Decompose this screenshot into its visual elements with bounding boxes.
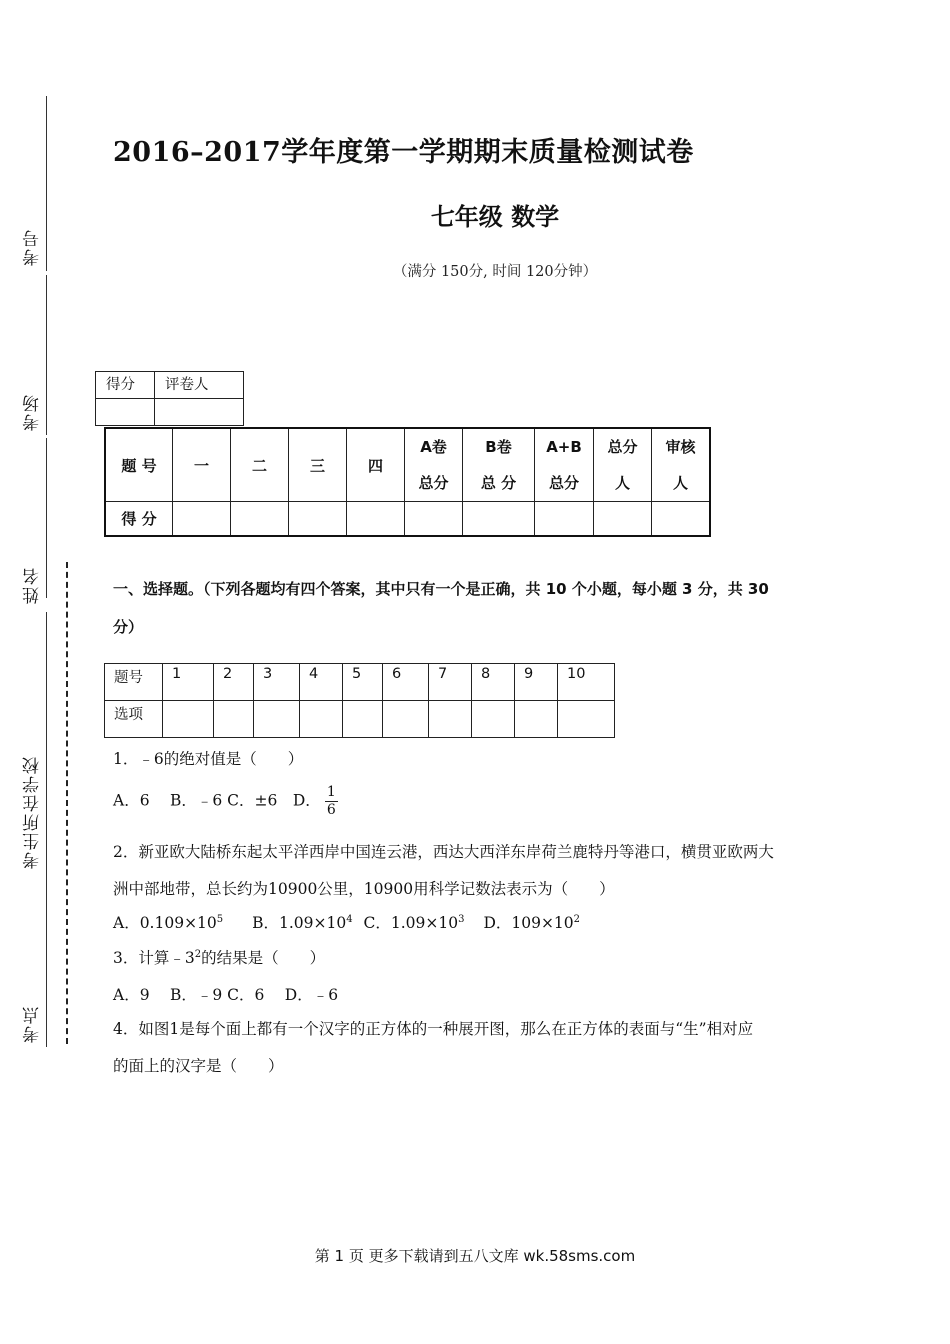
grader-score-cell [96,399,155,426]
answer-cell [429,701,472,738]
answer-cell [214,701,254,738]
score-cell [405,502,463,537]
score-cell [173,502,231,537]
answer-table [104,663,615,738]
q3-stem [113,946,325,968]
score-cell [289,502,347,537]
answer-row-label: 选项 [105,701,163,738]
margin-label-exam-number: 考号 [23,228,43,266]
score-header-a-total [405,428,463,502]
a-total-line2: 总分 [418,474,449,492]
q1-fraction [325,784,338,819]
answer-cell [343,701,383,738]
answer-cell [254,701,300,738]
score-cell [535,502,594,537]
reviewer-line2: 人 [672,474,688,492]
q2-options [113,911,580,933]
score-row-label: 得 分 [105,502,173,537]
score-header-4: 四 [347,428,405,502]
section1-line2: 分） [113,618,144,636]
score-header-ab-total [535,428,594,502]
fraction-numerator: 1 [326,784,336,800]
q3-options: A．9 B．﹣9 C．6 D．﹣6 [113,986,339,1004]
answer-number: 2 [214,664,254,701]
answer-number: 6 [383,664,429,701]
score-cell [594,502,652,537]
answer-number: 5 [343,664,383,701]
answer-number: 4 [300,664,343,701]
answer-number: 7 [429,664,472,701]
b-total-line1: B卷 [485,438,512,456]
exam-title: 2016–2017学年度第一学期期末质量检测试卷 [113,137,694,168]
q2-opt-b-exp: 4 [346,914,353,925]
answer-cell [515,701,558,738]
ab-total-line1: A+B [546,438,582,456]
margin-label-exam-room: 考场 [23,393,43,432]
answer-cell [383,701,429,738]
exam-note: （满分 150分, 时间 120分钟） [392,264,598,280]
score-header-b-total [463,428,535,502]
grader-name-label: 评卷人 [155,372,244,399]
score-cell [347,502,405,537]
answer-cell [300,701,343,738]
q2-opt-a-exp: 5 [216,914,224,925]
q3-stem-post: 的结果是（ ） [201,949,326,967]
q3-stem-pre: 3．计算﹣3 [113,949,195,967]
q1-options-text: A．6 B．﹣6 C．±6 D． [113,791,321,810]
q2-line2: 洲中部地带，总长约为10900公里，10900用科学记数法表示为（ ） [113,880,615,898]
answer-cell [472,701,515,738]
score-cell [231,502,289,537]
score-header-3: 三 [289,428,347,502]
section1-heading [113,570,853,646]
answer-number: 8 [472,664,515,701]
grader-name-cell [155,399,244,426]
score-header-total-person [594,428,652,502]
score-header-1: 一 [173,428,231,502]
grader-table [95,371,244,426]
answer-cell [163,701,214,738]
q2-opt-c-exp: 3 [458,914,465,925]
q3-stem-exp: 2 [194,949,202,960]
q1-stem: 1．﹣6的绝对值是（ ） [113,750,304,768]
answer-number: 9 [515,664,558,701]
q2-opt-b: B．1.09×10 [252,914,347,932]
section1-line1: 一、选择题。（下列各题均有四个答案，其中只有一个是正确，共 10 个小题，每小题 3 分，共 30 [113,580,769,598]
answer-number: 3 [254,664,300,701]
q4-line2: 的面上的汉字是（ ） [113,1057,284,1075]
score-header-reviewer [652,428,711,502]
reviewer-line1: 审核 [665,438,696,456]
q4-line1: 4．如图1是每个面上都有一个汉字的正方体的一种展开图，那么在正方体的表面与“生”相对应 [113,1020,754,1038]
q2-opt-d: D．109×10 [483,914,574,932]
score-header-qnum: 题 号 [105,428,173,502]
total-person-line1: 总分 [607,438,638,456]
margin-label-exam-site: 考点 [23,1005,43,1043]
q2-opt-c: C．1.09×10 [363,914,459,932]
answer-cell [558,701,615,738]
answer-number: 1 [163,664,214,701]
q2-opt-a: A．0.109×10 [113,914,217,932]
total-person-line2: 人 [614,474,630,492]
exam-subtitle: 七年级 数学 [430,202,560,231]
score-header-2: 二 [231,428,289,502]
grader-score-label: 得分 [96,372,155,399]
q2-opt-d-exp: 2 [573,914,581,925]
answer-number: 10 [558,664,615,701]
b-total-line2: 总 分 [480,474,517,492]
score-cell [463,502,535,537]
a-total-line1: A卷 [420,438,447,456]
page-footer: 第 1 页 更多下载请到五八文库 wk.58sms.com [314,1247,636,1265]
ab-total-line2: 总分 [548,474,579,492]
score-cell [652,502,711,537]
answer-row-label: 题号 [105,664,163,701]
score-table [104,427,711,537]
q1-options [113,784,338,819]
margin-label-name: 姓名 [23,566,43,604]
margin-label-school: 考生所在学校 [23,755,43,870]
q2-line1: 2．新亚欧大陆桥东起太平洋西岸中国连云港，西达大西洋东岸荷兰鹿特丹等港口，横贯亚欧两大 [113,843,774,861]
fraction-denominator: 6 [326,802,336,818]
cut-line [66,562,68,1044]
